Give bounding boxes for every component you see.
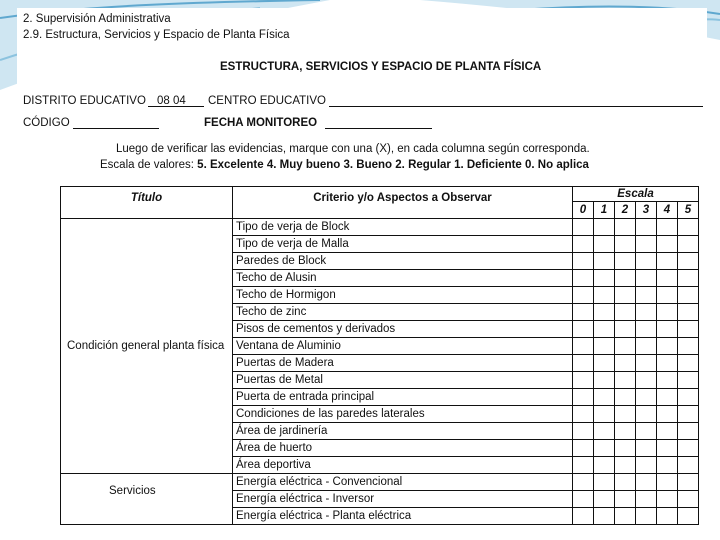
rating-cell-2[interactable] — [615, 508, 636, 525]
scale-header-1: 1 — [594, 202, 615, 219]
rating-cell-1[interactable] — [594, 440, 615, 457]
fecha-field — [325, 128, 432, 129]
rating-cell-5[interactable] — [678, 253, 699, 270]
rating-cell-1[interactable] — [594, 423, 615, 440]
criterion-cell: Techo de zinc — [233, 304, 573, 321]
distrito-label: DISTRITO EDUCATIVO — [23, 95, 146, 107]
rating-cell-2[interactable] — [615, 304, 636, 321]
rating-cell-5[interactable] — [678, 236, 699, 253]
rating-cell-4[interactable] — [657, 423, 678, 440]
rating-cell-5[interactable] — [678, 355, 699, 372]
rating-cell-5[interactable] — [678, 508, 699, 525]
scale-header-3: 3 — [636, 202, 657, 219]
rating-cell-2[interactable] — [615, 491, 636, 508]
rating-cell-3[interactable] — [636, 491, 657, 508]
rating-cell-2[interactable] — [615, 389, 636, 406]
rating-cell-2[interactable] — [615, 270, 636, 287]
rating-cell-4[interactable] — [657, 304, 678, 321]
rating-cell-1[interactable] — [594, 389, 615, 406]
rating-cell-5[interactable] — [678, 491, 699, 508]
rating-cell-1[interactable] — [594, 287, 615, 304]
rating-cell-3[interactable] — [636, 253, 657, 270]
rating-cell-3[interactable] — [636, 355, 657, 372]
rating-cell-2[interactable] — [615, 440, 636, 457]
criterion-cell: Energía eléctrica - Inversor — [233, 491, 573, 508]
col-header-escala: Escala — [573, 187, 699, 202]
rating-cell-3[interactable] — [636, 338, 657, 355]
criterion-cell: Puertas de Madera — [233, 355, 573, 372]
rating-cell-0[interactable] — [573, 440, 594, 457]
rating-cell-2[interactable] — [615, 474, 636, 491]
rating-cell-3[interactable] — [636, 219, 657, 236]
rating-cell-1[interactable] — [594, 508, 615, 525]
rating-cell-3[interactable] — [636, 304, 657, 321]
rating-cell-0[interactable] — [573, 457, 594, 474]
criterion-cell: Tipo de verja de Malla — [233, 236, 573, 253]
rating-cell-5[interactable] — [678, 457, 699, 474]
rating-cell-1[interactable] — [594, 304, 615, 321]
rating-cell-4[interactable] — [657, 457, 678, 474]
rating-cell-0[interactable] — [573, 304, 594, 321]
rating-cell-4[interactable] — [657, 338, 678, 355]
rating-cell-5[interactable] — [678, 389, 699, 406]
table-body — [61, 187, 699, 525]
rating-cell-3[interactable] — [636, 406, 657, 423]
rating-cell-3[interactable] — [636, 474, 657, 491]
rating-cell-4[interactable] — [657, 372, 678, 389]
rating-cell-4[interactable] — [657, 440, 678, 457]
rating-cell-0[interactable] — [573, 236, 594, 253]
rating-cell-4[interactable] — [657, 355, 678, 372]
table-header-row — [61, 187, 699, 202]
rating-cell-2[interactable] — [615, 355, 636, 372]
codigo-field — [73, 128, 159, 129]
scale-header-0: 0 — [573, 202, 594, 219]
rating-cell-0[interactable] — [573, 338, 594, 355]
rating-cell-3[interactable] — [636, 457, 657, 474]
rating-cell-5[interactable] — [678, 423, 699, 440]
rating-cell-4[interactable] — [657, 406, 678, 423]
rating-cell-2[interactable] — [615, 287, 636, 304]
rating-cell-3[interactable] — [636, 389, 657, 406]
rating-cell-1[interactable] — [594, 355, 615, 372]
rating-cell-1[interactable] — [594, 270, 615, 287]
rating-cell-0[interactable] — [573, 423, 594, 440]
rating-cell-3[interactable] — [636, 287, 657, 304]
rating-cell-5[interactable] — [678, 474, 699, 491]
evaluation-table — [60, 186, 699, 525]
rating-cell-2[interactable] — [615, 219, 636, 236]
rating-cell-4[interactable] — [657, 287, 678, 304]
rating-cell-5[interactable] — [678, 219, 699, 236]
group1-title: Condición general planta física — [61, 219, 233, 474]
col-header-criterio: Criterio y/o Aspectos a Observar — [233, 187, 573, 219]
rating-cell-1[interactable] — [594, 491, 615, 508]
criterion-cell: Puerta de entrada principal — [233, 389, 573, 406]
rating-cell-4[interactable] — [657, 219, 678, 236]
form-title: ESTRUCTURA, SERVICIOS Y ESPACIO DE PLANTA FÍSICA — [220, 61, 542, 73]
rating-cell-3[interactable] — [636, 440, 657, 457]
rating-cell-3[interactable] — [636, 372, 657, 389]
scale-header-4: 4 — [657, 202, 678, 219]
scale-header-2: 2 — [615, 202, 636, 219]
rating-cell-2[interactable] — [615, 372, 636, 389]
criterion-cell: Paredes de Block — [233, 253, 573, 270]
rating-cell-0[interactable] — [573, 270, 594, 287]
rating-cell-2[interactable] — [615, 423, 636, 440]
group2-title: Servicios — [61, 474, 233, 525]
criterion-cell: Energía eléctrica - Planta eléctrica — [233, 508, 573, 525]
rating-cell-1[interactable] — [594, 321, 615, 338]
criterion-cell: Área de jardinería — [233, 423, 573, 440]
rating-cell-4[interactable] — [657, 474, 678, 491]
rating-cell-0[interactable] — [573, 321, 594, 338]
criterion-cell: Área de huerto — [233, 440, 573, 457]
table-row — [61, 474, 699, 491]
rating-cell-5[interactable] — [678, 321, 699, 338]
rating-cell-1[interactable] — [594, 219, 615, 236]
criterion-cell: Tipo de verja de Block — [233, 219, 573, 236]
rating-cell-5[interactable] — [678, 372, 699, 389]
rating-cell-1[interactable] — [594, 457, 615, 474]
criterion-cell: Condiciones de las paredes laterales — [233, 406, 573, 423]
criterion-cell: Puertas de Metal — [233, 372, 573, 389]
fecha-label: FECHA MONITOREO — [204, 117, 318, 129]
rating-cell-3[interactable] — [636, 423, 657, 440]
rating-cell-0[interactable] — [573, 406, 594, 423]
rating-cell-2[interactable] — [615, 253, 636, 270]
document-page — [17, 8, 707, 528]
rating-cell-2[interactable] — [615, 236, 636, 253]
rating-cell-4[interactable] — [657, 321, 678, 338]
rating-cell-3[interactable] — [636, 236, 657, 253]
criterion-cell: Ventana de Aluminio — [233, 338, 573, 355]
rating-cell-4[interactable] — [657, 491, 678, 508]
scale-legend-prefix: Escala de valores: — [100, 159, 194, 171]
rating-cell-1[interactable] — [594, 406, 615, 423]
rating-cell-5[interactable] — [678, 270, 699, 287]
rating-cell-0[interactable] — [573, 474, 594, 491]
rating-cell-0[interactable] — [573, 219, 594, 236]
rating-cell-1[interactable] — [594, 474, 615, 491]
rating-cell-1[interactable] — [594, 253, 615, 270]
rating-cell-2[interactable] — [615, 321, 636, 338]
criterion-cell: Área deportiva — [233, 457, 573, 474]
rating-cell-0[interactable] — [573, 355, 594, 372]
rating-cell-3[interactable] — [636, 321, 657, 338]
rating-cell-2[interactable] — [615, 406, 636, 423]
rating-cell-2[interactable] — [615, 457, 636, 474]
centro-field — [329, 106, 703, 107]
rating-cell-4[interactable] — [657, 253, 678, 270]
rating-cell-0[interactable] — [573, 287, 594, 304]
criterion-cell: Energía eléctrica - Convencional — [233, 474, 573, 491]
centro-label: CENTRO EDUCATIVO — [208, 95, 326, 107]
rating-cell-1[interactable] — [594, 236, 615, 253]
rating-cell-0[interactable] — [573, 372, 594, 389]
criterion-cell: Techo de Hormigon — [233, 287, 573, 304]
distrito-value: 08 04 — [157, 95, 186, 107]
rating-cell-0[interactable] — [573, 253, 594, 270]
col-header-titulo: Título — [61, 187, 233, 219]
rating-cell-0[interactable] — [573, 508, 594, 525]
rating-cell-2[interactable] — [615, 338, 636, 355]
header-line-2: 2.9. Estructura, Servicios y Espacio de Planta Física — [23, 29, 290, 41]
rating-cell-3[interactable] — [636, 508, 657, 525]
scale-legend — [100, 158, 589, 172]
instruction-text: Luego de verificar las evidencias, marque con una (X), en cada columna según corresponda. — [116, 143, 590, 155]
rating-cell-1[interactable] — [594, 372, 615, 389]
rating-cell-5[interactable] — [678, 287, 699, 304]
header-line-1: 2. Supervisión Administrativa — [23, 13, 171, 25]
rating-cell-4[interactable] — [657, 508, 678, 525]
rating-cell-5[interactable] — [678, 338, 699, 355]
rating-cell-5[interactable] — [678, 440, 699, 457]
rating-cell-4[interactable] — [657, 236, 678, 253]
rating-cell-1[interactable] — [594, 338, 615, 355]
rating-cell-3[interactable] — [636, 270, 657, 287]
scale-legend-values: 5. Excelente 4. Muy bueno 3. Bueno 2. Regular 1. Deficiente 0. No aplica — [197, 159, 589, 171]
rating-cell-0[interactable] — [573, 491, 594, 508]
criterion-cell: Pisos de cementos y derivados — [233, 321, 573, 338]
rating-cell-4[interactable] — [657, 389, 678, 406]
scale-header-5: 5 — [678, 202, 699, 219]
table-row — [61, 219, 699, 236]
rating-cell-0[interactable] — [573, 389, 594, 406]
rating-cell-5[interactable] — [678, 304, 699, 321]
rating-cell-4[interactable] — [657, 270, 678, 287]
criterion-cell: Techo de Alusin — [233, 270, 573, 287]
codigo-label: CÓDIGO — [23, 117, 70, 129]
rating-cell-5[interactable] — [678, 406, 699, 423]
